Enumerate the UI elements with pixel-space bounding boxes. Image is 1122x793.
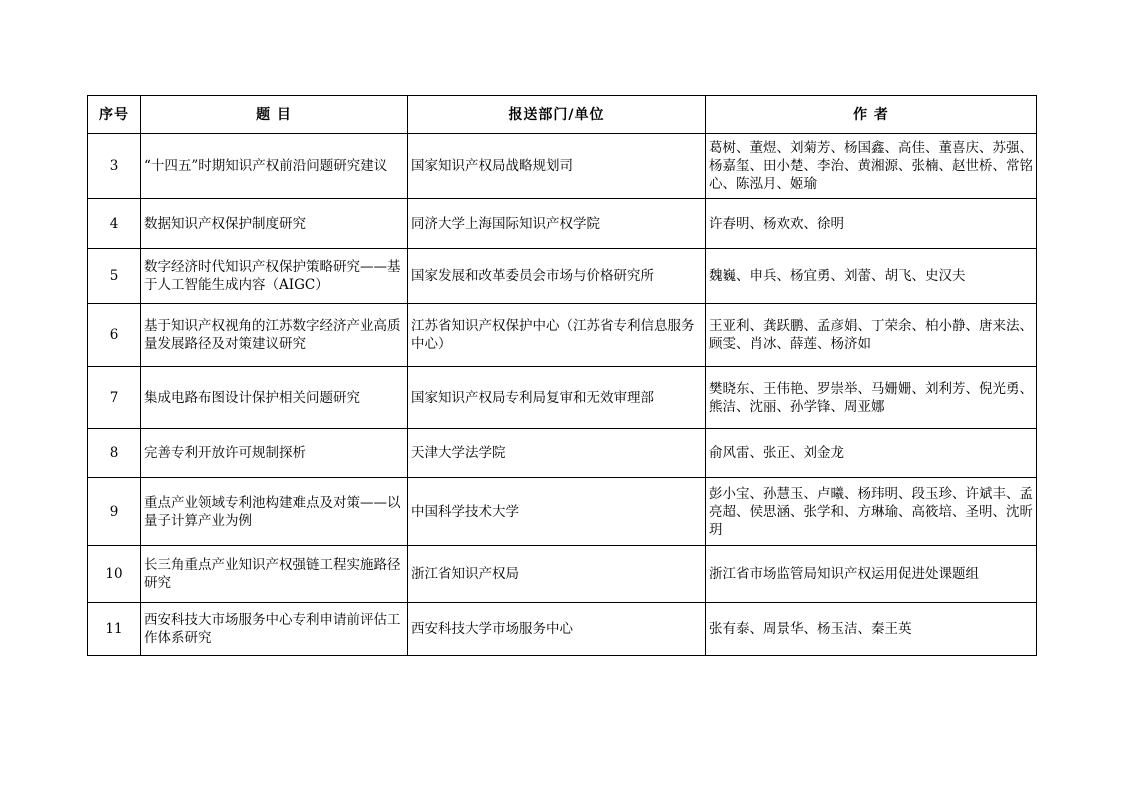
row-title: “十四五”时期知识产权前沿问题研究建议 (141, 134, 408, 199)
row-dept: 国家发展和改革委员会市场与价格研究所 (408, 249, 706, 304)
row-authors: 王亚利、龚跃鹏、孟彦娟、丁荣余、柏小静、唐来法、顾雯、肖冰、薛莲、杨济如 (706, 304, 1037, 367)
row-title: 数据知识产权保护制度研究 (141, 199, 408, 249)
row-no: 4 (88, 199, 141, 249)
row-title: 重点产业领域专利池构建难点及对策——以量子计算产业为例 (141, 478, 408, 546)
row-dept: 江苏省知识产权保护中心（江苏省专利信息服务中心） (408, 304, 706, 367)
table-row (88, 367, 1037, 429)
row-dept: 国家知识产权局专利局复审和无效审理部 (408, 367, 706, 429)
row-authors: 浙江省市场监管局知识产权运用促进处课题组 (706, 546, 1037, 603)
row-no: 10 (88, 546, 141, 603)
row-title: 长三角重点产业知识产权强链工程实施路径研究 (141, 546, 408, 603)
row-dept: 浙江省知识产权局 (408, 546, 706, 603)
row-no: 9 (88, 478, 141, 546)
row-no: 6 (88, 304, 141, 367)
header-dept: 报送部门/单位 (408, 96, 706, 134)
row-authors: 葛树、董煜、刘菊芳、杨国鑫、高佳、董喜庆、苏强、杨嘉玺、田小楚、李治、黄湘源、张楠、赵世桥、常铭心、陈泓月、姬瑜 (706, 134, 1037, 199)
row-title: 数字经济时代知识产权保护策略研究——基于人工智能生成内容（AIGC） (141, 249, 408, 304)
table-row (88, 134, 1037, 199)
row-dept: 西安科技大学市场服务中心 (408, 603, 706, 656)
table-row (88, 304, 1037, 367)
table-row (88, 478, 1037, 546)
table-row (88, 249, 1037, 304)
row-title: 西安科技大市场服务中心专利申请前评估工作体系研究 (141, 603, 408, 656)
table-row (88, 429, 1037, 478)
row-authors: 彭小宝、孙慧玉、卢曦、杨玮明、段玉珍、许斌丰、孟亮超、侯思涵、张学和、方琳瑜、高筱培、圣明、沈昕玥 (706, 478, 1037, 546)
row-dept: 中国科学技术大学 (408, 478, 706, 546)
row-authors: 魏巍、申兵、杨宜勇、刘蕾、胡飞、史汉夫 (706, 249, 1037, 304)
table-row (88, 603, 1037, 656)
row-dept: 天津大学法学院 (408, 429, 706, 478)
row-authors: 许春明、杨欢欢、徐明 (706, 199, 1037, 249)
topics-table (87, 95, 1037, 656)
row-authors: 俞风雷、张正、刘金龙 (706, 429, 1037, 478)
row-no: 3 (88, 134, 141, 199)
row-title: 完善专利开放许可规制探析 (141, 429, 408, 478)
row-authors: 张有泰、周景华、杨玉洁、秦王英 (706, 603, 1037, 656)
row-no: 11 (88, 603, 141, 656)
row-no: 5 (88, 249, 141, 304)
table-row (88, 546, 1037, 603)
row-title: 集成电路布图设计保护相关问题研究 (141, 367, 408, 429)
row-title: 基于知识产权视角的江苏数字经济产业高质量发展路径及对策建议研究 (141, 304, 408, 367)
row-dept: 同济大学上海国际知识产权学院 (408, 199, 706, 249)
header-no: 序号 (88, 96, 141, 134)
header-authors: 作 者 (706, 96, 1037, 134)
header-title: 题 目 (141, 96, 408, 134)
row-dept: 国家知识产权局战略规划司 (408, 134, 706, 199)
row-authors: 樊晓东、王伟艳、罗崇举、马姗姗、刘利芳、倪光勇、熊洁、沈丽、孙学锋、周亚娜 (706, 367, 1037, 429)
row-no: 7 (88, 367, 141, 429)
table-row (88, 199, 1037, 249)
table-header-row (88, 96, 1037, 134)
row-no: 8 (88, 429, 141, 478)
